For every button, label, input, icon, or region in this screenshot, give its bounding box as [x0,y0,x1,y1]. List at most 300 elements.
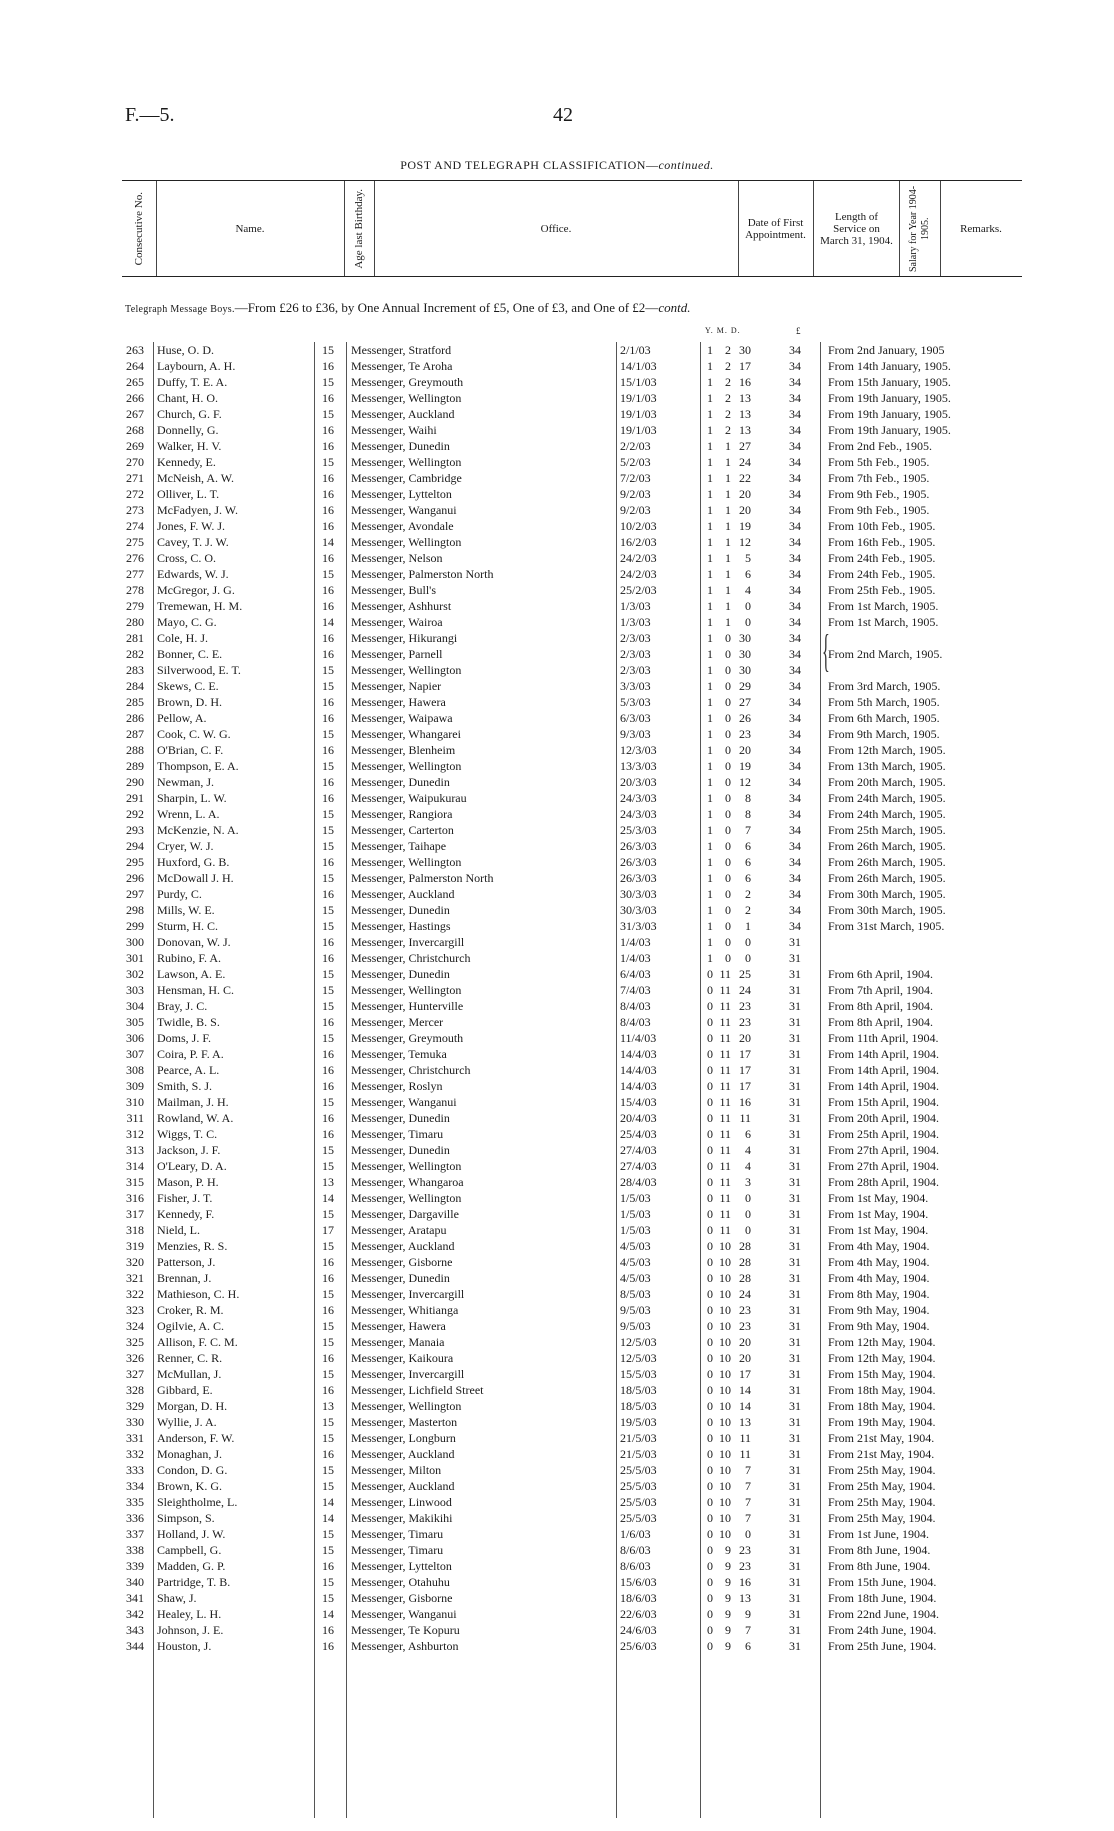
row-name: Jones, F. W. J. [157,519,226,533]
row-name: McFadyen, J. W. [157,503,238,517]
row-name: Huxford, G. B. [157,855,230,869]
row-office: Messenger, Auckland [351,1239,455,1253]
row-remarks: From 26th March, 1905. [828,839,946,853]
row-number: 301 [126,951,144,965]
row-remarks: From 12th May, 1904. [828,1351,936,1365]
row-remarks: From 2nd Feb., 1905. [828,439,933,453]
row-number: 277 [126,567,144,581]
row-salary: 31 [789,1527,801,1541]
row-date: 2/2/03 [620,439,651,453]
row-date: 2/3/03 [620,647,651,661]
row-months: 2 [725,375,731,389]
row-remarks: From 25th May, 1904. [828,1463,936,1477]
row-months: 0 [725,631,731,645]
row-salary: 34 [789,663,801,677]
row-months: 10 [719,1415,731,1429]
row-remarks: From 9th March, 1905. [828,727,940,741]
row-salary: 34 [789,903,801,917]
row-number: 271 [126,471,144,485]
row-remarks: From 9th May, 1904. [828,1303,930,1317]
row-number: 300 [126,935,144,949]
row-years: 0 [707,1223,713,1237]
row-days: 17 [739,1367,751,1381]
row-age: 15 [322,903,334,917]
table-row [0,806,1114,822]
row-years: 0 [707,1575,713,1589]
row-months: 1 [725,439,731,453]
row-months: 1 [725,503,731,517]
row-name: Renner, C. R. [157,1351,223,1365]
row-salary: 34 [789,775,801,789]
row-salary: 31 [789,1255,801,1269]
row-months: 9 [725,1607,731,1621]
row-number: 337 [126,1527,144,1541]
row-date: 3/3/03 [620,679,651,693]
row-remarks: From 25th May, 1904. [828,1479,936,1493]
row-days: 6 [745,1639,751,1653]
row-days: 13 [739,1591,751,1605]
row-months: 9 [725,1575,731,1589]
row-days: 30 [739,631,751,645]
row-salary: 31 [789,1575,801,1589]
row-age: 16 [322,583,334,597]
table-row [0,1078,1114,1094]
row-days: 0 [745,615,751,629]
row-months: 0 [725,823,731,837]
row-number: 278 [126,583,144,597]
row-salary: 34 [789,695,801,709]
row-salary: 34 [789,439,801,453]
row-months: 10 [719,1479,731,1493]
row-age: 16 [322,1559,334,1573]
header-office [374,181,739,276]
row-office: Messenger, Timaru [351,1527,444,1541]
row-months: 10 [719,1255,731,1269]
row-years: 0 [707,983,713,997]
row-salary: 34 [789,727,801,741]
row-age: 15 [322,455,334,469]
row-years: 0 [707,1095,713,1109]
row-number: 275 [126,535,144,549]
row-months: 2 [725,359,731,373]
table-row [0,406,1114,422]
row-days: 0 [745,935,751,949]
row-office: Messenger, Linwood [351,1495,452,1509]
row-date: 9/2/03 [620,503,651,517]
row-name: Sleightholme, L. [157,1495,238,1509]
row-salary: 31 [789,1287,801,1301]
row-name: Purdy, C. [157,887,202,901]
row-months: 0 [725,759,731,773]
row-date: 25/6/03 [620,1639,657,1653]
table-row [0,1286,1114,1302]
row-days: 7 [745,823,751,837]
row-salary: 31 [789,1319,801,1333]
row-years: 1 [707,743,713,757]
row-office: Messenger, Invercargill [351,1287,465,1301]
row-name: Mathieson, C. H. [157,1287,240,1301]
row-number: 308 [126,1063,144,1077]
row-age: 15 [322,1239,334,1253]
row-number: 299 [126,919,144,933]
row-salary: 34 [789,359,801,373]
row-name: Cavey, T. J. W. [157,535,229,549]
table-row [0,1558,1114,1574]
row-months: 11 [719,1191,731,1205]
row-office: Messenger, Auckland [351,1479,455,1493]
row-date: 8/6/03 [620,1543,651,1557]
row-days: 6 [745,567,751,581]
row-name: Chant, H. O. [157,391,218,405]
row-years: 0 [707,1015,713,1029]
row-age: 15 [322,1143,334,1157]
row-remarks: From 20th April, 1904. [828,1111,940,1125]
row-remarks: From 24th Feb., 1905. [828,551,936,565]
table-row [0,390,1114,406]
row-office: Messenger, Greymouth [351,1031,464,1045]
row-name: Cross, C. O. [157,551,217,565]
row-name: Fisher, J. T. [157,1191,213,1205]
row-remarks: From 19th May, 1904. [828,1415,936,1429]
row-office: Messenger, Wanganui [351,1607,457,1621]
row-office: Messenger, Wellington [351,1191,462,1205]
row-salary: 34 [789,919,801,933]
row-months: 11 [719,1079,731,1093]
row-remarks: From 19th January, 1905. [828,407,951,421]
row-office: Messenger, Timaru [351,1543,444,1557]
row-age: 15 [322,567,334,581]
row-salary: 31 [789,1335,801,1349]
row-age: 15 [322,1207,334,1221]
row-date: 15/5/03 [620,1367,657,1381]
row-number: 343 [126,1623,144,1637]
row-days: 12 [739,775,751,789]
row-office: Messenger, Wellington [351,855,462,869]
row-months: 1 [725,567,731,581]
row-date: 1/3/03 [620,615,651,629]
row-months: 1 [725,455,731,469]
table-row [0,1606,1114,1622]
row-name: Church, G. F. [157,407,222,421]
row-office: Messenger, Milton [351,1463,442,1477]
row-salary: 34 [789,839,801,853]
row-years: 1 [707,663,713,677]
row-years: 0 [707,1431,713,1445]
row-name: Donnelly, G. [157,423,219,437]
row-name: Houston, J. [157,1639,212,1653]
row-salary: 31 [789,1063,801,1077]
row-salary: 31 [789,1015,801,1029]
row-age: 14 [322,615,334,629]
row-name: Mills, W. E. [157,903,215,917]
row-years: 0 [707,1159,713,1173]
row-days: 16 [739,1095,751,1109]
row-days: 27 [739,695,751,709]
row-days: 14 [739,1399,751,1413]
row-years: 1 [707,391,713,405]
row-age: 14 [322,535,334,549]
row-salary: 31 [789,1511,801,1525]
row-office: Messenger, Christchurch [351,1063,471,1077]
row-remarks: From 18th May, 1904. [828,1383,936,1397]
row-months: 0 [725,935,731,949]
row-number: 281 [126,631,144,645]
row-salary: 34 [789,423,801,437]
row-name: Silverwood, E. T. [157,663,241,677]
section-heading-text: —From £26 to £36, by One Annual Increment of £5, One of £3, and One of £2— [234,300,659,315]
row-office: Messenger, Gisborne [351,1255,453,1269]
table-row [0,534,1114,550]
row-months: 9 [725,1591,731,1605]
row-date: 5/3/03 [620,695,651,709]
row-office: Messenger, Dunedin [351,1111,450,1125]
row-age: 15 [322,1543,334,1557]
row-months: 10 [719,1271,731,1285]
row-date: 6/3/03 [620,711,651,725]
row-date: 30/3/03 [620,903,657,917]
row-salary: 31 [789,1351,801,1365]
row-date: 4/5/03 [620,1239,651,1253]
row-age: 16 [322,951,334,965]
row-days: 17 [739,1063,751,1077]
page-reference: F.—5. [125,104,175,126]
row-name: Brennan, J. [157,1271,212,1285]
table-row [0,1350,1114,1366]
row-remarks: From 25th May, 1904. [828,1495,936,1509]
row-days: 13 [739,407,751,421]
header-salary [900,181,941,276]
row-years: 0 [707,1271,713,1285]
table-row [0,1334,1114,1350]
row-months: 11 [719,983,731,997]
row-months: 2 [725,391,731,405]
row-years: 0 [707,1607,713,1621]
row-date: 18/5/03 [620,1399,657,1413]
row-name: Twidle, B. S. [157,1015,220,1029]
row-office: Messenger, Greymouth [351,375,464,389]
row-days: 4 [745,1143,751,1157]
row-date: 15/1/03 [620,375,657,389]
row-age: 14 [322,1511,334,1525]
row-years: 0 [707,1255,713,1269]
row-years: 1 [707,679,713,693]
row-date: 4/5/03 [620,1255,651,1269]
table-header [122,180,1022,277]
row-date: 26/3/03 [620,871,657,885]
row-salary: 31 [789,1271,801,1285]
row-months: 11 [719,999,731,1013]
row-months: 10 [719,1447,731,1461]
row-name: McNeish, A. W. [157,471,235,485]
row-name: Hensman, H. C. [157,983,234,997]
row-date: 25/5/03 [620,1479,657,1493]
row-date: 27/4/03 [620,1159,657,1173]
row-name: Coira, P. F. A. [157,1047,224,1061]
row-age: 16 [322,503,334,517]
row-years: 1 [707,567,713,581]
row-age: 16 [322,1063,334,1077]
table-row [0,1254,1114,1270]
row-years: 1 [707,407,713,421]
row-age: 15 [322,1335,334,1349]
row-date: 31/3/03 [620,919,657,933]
row-days: 29 [739,679,751,693]
row-age: 14 [322,1495,334,1509]
row-months: 1 [725,583,731,597]
row-date: 14/4/03 [620,1063,657,1077]
row-remarks: From 2nd March, 1905. [828,647,943,661]
row-months: 11 [719,1047,731,1061]
row-years: 1 [707,887,713,901]
row-age: 16 [322,647,334,661]
row-number: 321 [126,1271,144,1285]
row-age: 15 [322,1591,334,1605]
row-years: 0 [707,1623,713,1637]
row-number: 266 [126,391,144,405]
table-row [0,1638,1114,1654]
row-age: 16 [322,359,334,373]
row-office: Messenger, Auckland [351,887,455,901]
row-months: 11 [719,1111,731,1125]
row-name: Bonner, C. E. [157,647,223,661]
row-number: 295 [126,855,144,869]
row-age: 15 [322,343,334,357]
table-row [0,1094,1114,1110]
row-number: 344 [126,1639,144,1653]
row-remarks: From 14th January, 1905. [828,359,951,373]
row-days: 0 [745,599,751,613]
row-office: Messenger, Wellington [351,455,462,469]
row-date: 25/5/03 [620,1511,657,1525]
row-salary: 31 [789,1079,801,1093]
row-number: 333 [126,1463,144,1477]
row-date: 15/6/03 [620,1575,657,1589]
table-row [0,662,1114,678]
row-age: 16 [322,1127,334,1141]
row-salary: 34 [789,871,801,885]
row-name: Jackson, J. F. [157,1143,221,1157]
table-row [0,1622,1114,1638]
row-office: Messenger, Bull's [351,583,437,597]
row-name: Rubino, F. A. [157,951,222,965]
table-row [0,422,1114,438]
row-salary: 31 [789,1303,801,1317]
header-office-label: Office. [540,222,572,235]
row-number: 264 [126,359,144,373]
row-salary: 34 [789,647,801,661]
row-name: Newman, J. [157,775,214,789]
row-date: 25/4/03 [620,1127,657,1141]
row-years: 0 [707,1415,713,1429]
table-row [0,982,1114,998]
row-age: 16 [322,711,334,725]
row-salary: 31 [789,1495,801,1509]
row-date: 14/4/03 [620,1047,657,1061]
row-age: 15 [322,1319,334,1333]
row-salary: 34 [789,343,801,357]
row-years: 0 [707,1319,713,1333]
row-number: 327 [126,1367,144,1381]
row-number: 304 [126,999,144,1013]
row-date: 12/3/03 [620,743,657,757]
row-name: Menzies, R. S. [157,1239,228,1253]
row-salary: 31 [789,1031,801,1045]
row-years: 0 [707,1175,713,1189]
row-salary: 31 [789,1239,801,1253]
row-months: 1 [725,471,731,485]
row-name: Tremewan, H. M. [157,599,243,613]
row-years: 1 [707,695,713,709]
row-months: 0 [725,743,731,757]
row-months: 10 [719,1383,731,1397]
row-date: 26/3/03 [620,855,657,869]
header-remarks [940,181,1022,276]
row-remarks: From 4th May, 1904. [828,1255,930,1269]
row-salary: 34 [789,823,801,837]
row-salary: 34 [789,679,801,693]
row-age: 15 [322,1415,334,1429]
row-number: 341 [126,1591,144,1605]
row-salary: 34 [789,887,801,901]
table-row [0,726,1114,742]
row-name: Bray, J. C. [157,999,208,1013]
row-office: Messenger, Hunterville [351,999,464,1013]
row-years: 0 [707,1591,713,1605]
row-age: 15 [322,1431,334,1445]
row-years: 1 [707,727,713,741]
row-age: 16 [322,1623,334,1637]
row-remarks: From 26th March, 1905. [828,855,946,869]
row-office: Messenger, Dunedin [351,967,450,981]
row-days: 0 [745,1527,751,1541]
row-age: 16 [322,551,334,565]
row-days: 23 [739,727,751,741]
row-years: 0 [707,1479,713,1493]
row-date: 21/5/03 [620,1447,657,1461]
row-months: 1 [725,535,731,549]
row-name: Edwards, W. J. [157,567,229,581]
row-years: 0 [707,1063,713,1077]
row-age: 13 [322,1175,334,1189]
row-number: 306 [126,1031,144,1045]
row-remarks: From 21st May, 1904. [828,1431,935,1445]
row-name: Kennedy, F. [157,1207,215,1221]
header-name-label: Name. [235,222,265,235]
row-remarks: From 6th April, 1904. [828,967,934,981]
row-age: 15 [322,967,334,981]
units-pound: £ [796,326,801,336]
row-days: 4 [745,1159,751,1173]
row-name: Gibbard, E. [157,1383,213,1397]
row-date: 4/5/03 [620,1271,651,1285]
row-months: 0 [725,711,731,725]
row-number: 315 [126,1175,144,1189]
row-date: 8/4/03 [620,1015,651,1029]
table-row [0,870,1114,886]
row-salary: 34 [789,551,801,565]
row-salary: 34 [789,791,801,805]
row-remarks: From 22nd June, 1904. [828,1607,939,1621]
row-days: 16 [739,375,751,389]
row-remarks: From 25th March, 1905. [828,823,946,837]
table-body [0,342,1114,1654]
row-months: 1 [725,615,731,629]
row-office: Messenger, Rangiora [351,807,453,821]
row-years: 0 [707,1031,713,1045]
row-days: 30 [739,343,751,357]
row-office: Messenger, Ashhurst [351,599,452,613]
row-remarks: From 1st June, 1904. [828,1527,930,1541]
